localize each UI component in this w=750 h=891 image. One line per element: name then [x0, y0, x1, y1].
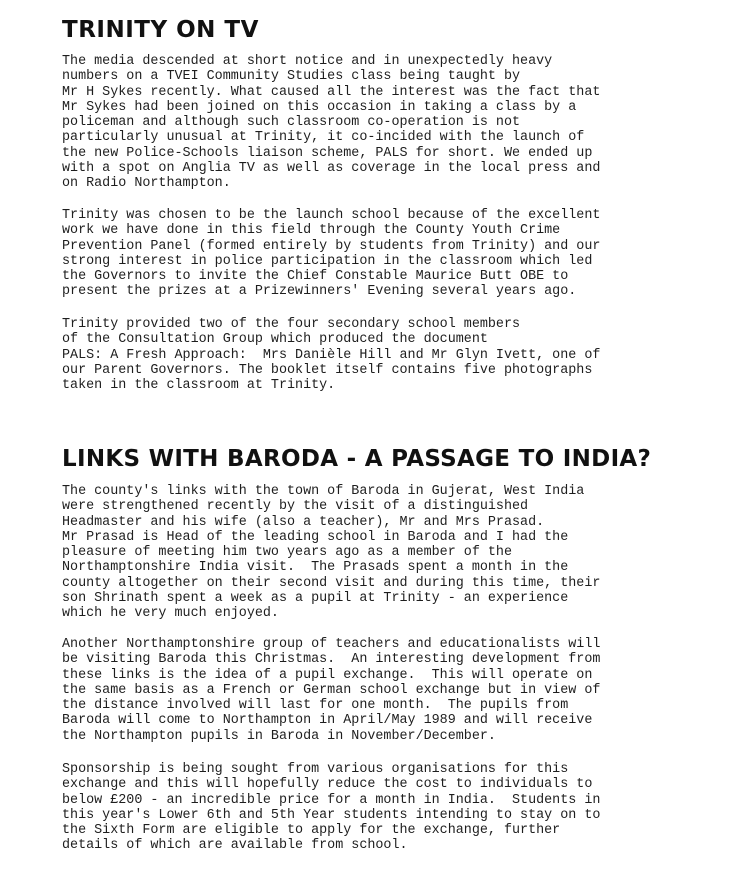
text-line: Mr Prasad is Head of the leading school in Baroda and I had the — [62, 529, 569, 545]
paragraph — [62, 317, 600, 393]
text-line: Another Northamptonshire group of teachers and educationalists will — [62, 637, 601, 652]
text-line: the new Police-Schools liaison scheme, PALS for short. We ended up — [62, 145, 593, 161]
paragraph — [62, 208, 600, 300]
text-line: Prevention Panel (formed entirely by students from Trinity) and our — [62, 238, 601, 254]
text-line: work we have done in this field through the County Youth Crime — [62, 223, 561, 239]
text-line: were strengthened recently by the visit of a distinguished — [62, 499, 529, 515]
text-line: the distance involved will last for one month. The pupils from — [62, 698, 569, 714]
text-line: Baroda will come to Northampton in April/May 1989 and will receive — [62, 713, 593, 729]
text-line: details of which are available from school. — [62, 838, 408, 854]
text-line: the Governors to invite the Chief Constable Maurice Butt OBE to — [62, 269, 569, 285]
text-line: particularly unusual at Trinity, it co-incided with the launch of — [62, 130, 585, 146]
text-line: of the Consultation Group which produced the document — [62, 332, 488, 348]
text-line: be visiting Baroda this Christmas. An interesting development from — [62, 652, 601, 668]
text-line: Mr Sykes had been joined on this occasion in taking a class by a — [62, 99, 577, 115]
paragraph — [62, 762, 600, 854]
text-line: Trinity provided two of the four secondary school members — [62, 317, 521, 332]
text-line: the same basis as a French or German school exchange but in view of — [62, 682, 601, 698]
text-line: the Northampton pupils in Baroda in November/December. — [62, 728, 496, 744]
text-line: son Shrinath spent a week as a pupil at Trinity - an experience — [62, 591, 569, 607]
section-heading-trinity-on-tv: TRINITY ON TV — [62, 17, 259, 43]
text-line: the Sixth Form are eligible to apply for the exchange, further — [62, 823, 561, 839]
text-line: policeman and although such classroom co-operation is not — [62, 115, 521, 131]
text-line: The media descended at short notice and in unexpectedly heavy — [62, 54, 553, 69]
text-line: our Parent Governors. The booklet itself contains five photographs — [62, 362, 593, 378]
text-line: Trinity was chosen to be the launch school because of the excellent — [62, 208, 601, 223]
text-line: taken in the classroom at Trinity. — [62, 378, 336, 394]
text-line: county altogether on their second visit and during this time, their — [62, 575, 601, 591]
text-line: numbers on a TVEI Community Studies class being taught by — [62, 69, 521, 85]
text-line: with a spot on Anglia TV as well as coverage in the local press and — [62, 161, 601, 177]
text-line: this year's Lower 6th and 5th Year students intending to stay on to — [62, 807, 601, 823]
text-line: The county's links with the town of Baroda in Gujerat, West India — [62, 484, 585, 499]
text-line: below £200 - an incredible price for a month in India. Students in — [62, 792, 601, 808]
paragraph — [62, 54, 600, 192]
text-line: Sponsorship is being sought from various organisations for this — [62, 762, 569, 777]
text-line: Northamptonshire India visit. The Prasads spent a month in the — [62, 560, 569, 576]
text-line: strong interest in police participation in the classroom which led — [62, 253, 593, 269]
paragraph — [62, 637, 600, 744]
text-line: which he very much enjoyed. — [62, 606, 279, 622]
text-line: on Radio Northampton. — [62, 176, 231, 192]
text-line: pleasure of meeting him two years ago as a member of the — [62, 545, 512, 561]
paragraph — [62, 484, 600, 622]
text-line: present the prizes at a Prizewinners' Evening several years ago. — [62, 284, 577, 300]
text-line: Mr H Sykes recently. What caused all the interest was the fact that — [62, 84, 601, 100]
text-line: these links is the idea of a pupil exchange. This will operate on — [62, 667, 593, 683]
section-heading-links-with-baroda: LINKS WITH BARODA - A PASSAGE TO INDIA? — [62, 446, 652, 472]
text-line: PALS: A Fresh Approach: Mrs Danièle Hill and Mr Glyn Ivett, one of — [62, 347, 601, 363]
text-line: exchange and this will hopefully reduce the cost to individuals to — [62, 777, 593, 793]
text-line: Headmaster and his wife (also a teacher), Mr and Mrs Prasad. — [62, 514, 545, 530]
